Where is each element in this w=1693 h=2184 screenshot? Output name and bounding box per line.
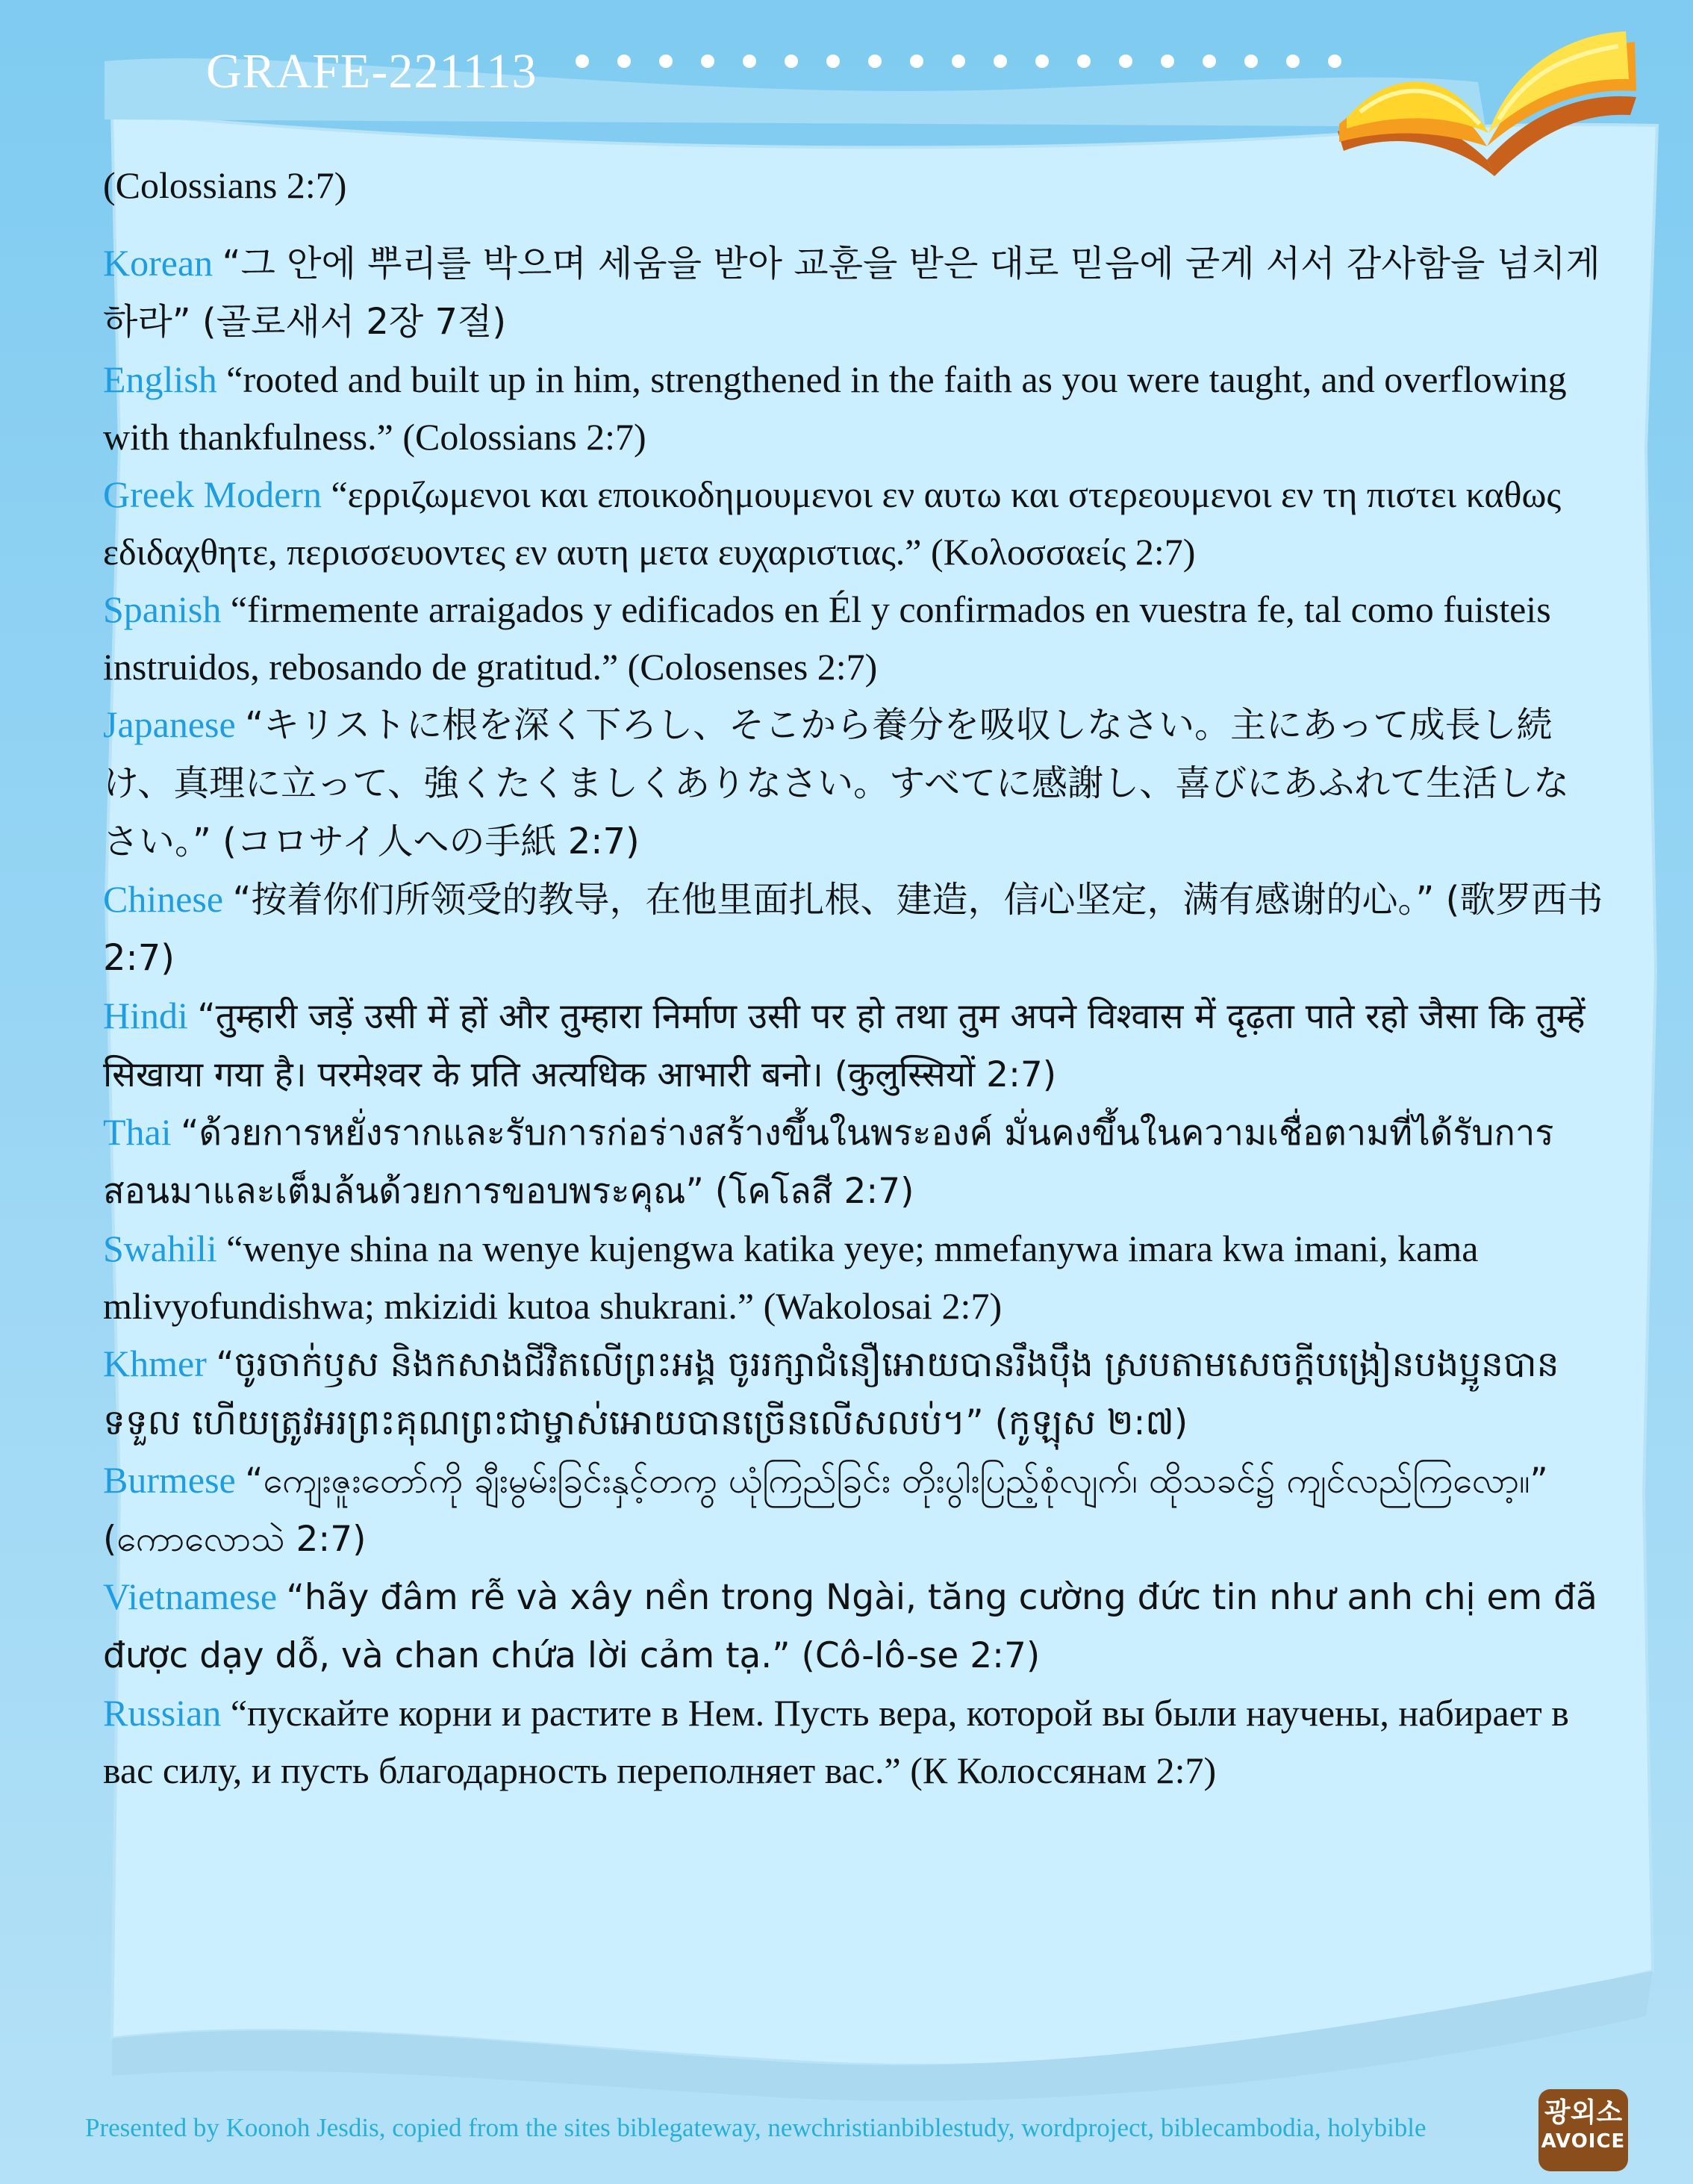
verse-text: “rooted and built up in him, strengthened in the faith as you were taught, and overflowing with thankfulness.” (Colossians 2:7) — [103, 358, 1567, 458]
verse-hindi — [103, 987, 1603, 1104]
verse-thai — [103, 1104, 1603, 1220]
verse-text: “ด้วยการหยั่งรากและรับการก่อร่างสร้างขึ้นในพระองค์ มั่นคงขึ้นในความเชื่อตามที่ได้รับการสอนมาและเต็มล้นด้วยการขอบพระคุณ” (โคโลสี 2:7) — [103, 1113, 1554, 1212]
language-label: Swahili — [103, 1228, 217, 1269]
verse-text: “ကျေးဇူးတော်ကို ချီးမွမ်းခြင်းနှင့်တကွ ယုံကြည်ခြင်း တိုးပွါးပြည့်စုံလျက်၊ ထိုသခင်၌ ကျင်လည်ကြလော့။” (ကောလောသဲ 2:7) — [103, 1460, 1548, 1560]
verse-spanish — [103, 581, 1603, 696]
verse-korean — [103, 234, 1603, 351]
verse-swahili — [103, 1220, 1603, 1335]
verse-burmese — [103, 1452, 1603, 1568]
verse-text: “wenye shina na wenye kujengwa katika yeye; mmefanywa imara kwa imani, kama mlivyofundishwa; mkizidi kutoa shukrani.” (Wakolosai 2:7) — [103, 1228, 1479, 1327]
verse-text: “キリストに根を深く下ろし、そこから養分を吸収しなさい。主にあって成長し続け、真理に立って、強くたくましくありなさい。すべてに感謝し、喜びにあふれて生活しなさい。” (コロサイ人への手紙 2:7) — [103, 704, 1570, 862]
language-label: Khmer — [103, 1343, 207, 1384]
language-label: Thai — [103, 1111, 172, 1153]
language-label: Korean — [103, 242, 213, 284]
verse-list — [103, 157, 1603, 1799]
verse-japanese — [103, 696, 1603, 871]
verse-text: “तुम्हारी जड़ें उसी में हों और तुम्हारा निर्माण उसी पर हो तथा तुम अपने विश्वास में दृढ़ता पाते रहो जैसा कि तुम्हें सिखाया गया है। परमेश्वर के प्रति अत्यधिक आभारी बनो। (कुलुस्सियों 2:7) — [103, 996, 1586, 1095]
language-label: English — [103, 358, 217, 400]
verse-english — [103, 351, 1603, 466]
verse-text: “그 안에 뿌리를 박으며 세움을 받아 교훈을 받은 대로 믿음에 굳게 서서 감사함을 넘치게 하라” (골로새서 2장 7절) — [103, 243, 1600, 343]
verse-khmer — [103, 1335, 1603, 1452]
language-label: Greek Modern — [103, 473, 322, 515]
verse-greek-modern — [103, 466, 1603, 581]
dot-divider — [575, 54, 1366, 69]
language-label: Russian — [103, 1692, 222, 1734]
logo-english-text: AVOICE — [1541, 2130, 1626, 2153]
language-label: Burmese — [103, 1459, 236, 1501]
verse-text: “ερριζωμενοι και εποικοδημουμενοι εν αυτω και στερεουμενοι εν τη πιστει καθως εδιδαχθητε, περισσευοντες εν αυτη μετα ευχαριστιας.” (Κολοσσαείς 2:7) — [103, 473, 1562, 573]
verse-text: “пускайте корни и растите в Нем. Пусть вера, которой вы были научены, набирает в вас силу, и пусть благодарность переполняет вас.” (К Колоссянам 2:7) — [103, 1692, 1569, 1791]
language-label: Vietnamese — [103, 1575, 278, 1617]
avoice-logo — [1538, 2089, 1628, 2171]
verse-text: “按着你们所领受的教导，在他里面扎根、建造，信心坚定，满有感谢的心。” (歌罗西书 2:7) — [103, 879, 1603, 979]
verse-text: “firmemente arraigados y edificados en Él y confirmados en vuestra fe, tal como fuisteis instruidos, rebosando de gratitud.” (Colosenses 2:7) — [103, 588, 1551, 688]
verse-chinese — [103, 871, 1603, 987]
language-label: Hindi — [103, 995, 188, 1036]
footer-credits: Presented by Koonoh Jesdis, copied from the sites biblegateway, newchristianbiblestudy, wordproject, biblecambodia, holybible — [85, 2113, 1427, 2142]
page-title: GRAFE-221113 — [206, 44, 537, 99]
verse-vietnamese — [103, 1568, 1603, 1684]
verse-text: “ចូរចាក់ឫស និងកសាងជីវិតលើព្រះអង្គ ចូររក្សាជំនឿអោយបានរឹងប៉ឹង ស្របតាមសេចក្ដីបង្រៀនបងប្អូនបានទទួល ហើយត្រូវអរព្រះគុណព្រះជាម្ចាស់អោយបានច្រើនលើសលប់។” (កូឡុស ២:៧) — [103, 1344, 1559, 1443]
logo-korean-text: 광외소 — [1544, 2097, 1623, 2128]
verse-text: “hãy đâm rễ và xây nền trong Ngài, tăng cường đức tin như anh chị em đã được dạy dỗ, và chan chứa lời cảm tạ.” (Cô-lô-se 2:7) — [103, 1577, 1597, 1676]
reference-line: (Colossians 2:7) — [103, 164, 347, 206]
language-label: Chinese — [103, 878, 224, 920]
language-label: Japanese — [103, 703, 236, 745]
language-label: Spanish — [103, 588, 222, 630]
verse-russian — [103, 1684, 1603, 1799]
